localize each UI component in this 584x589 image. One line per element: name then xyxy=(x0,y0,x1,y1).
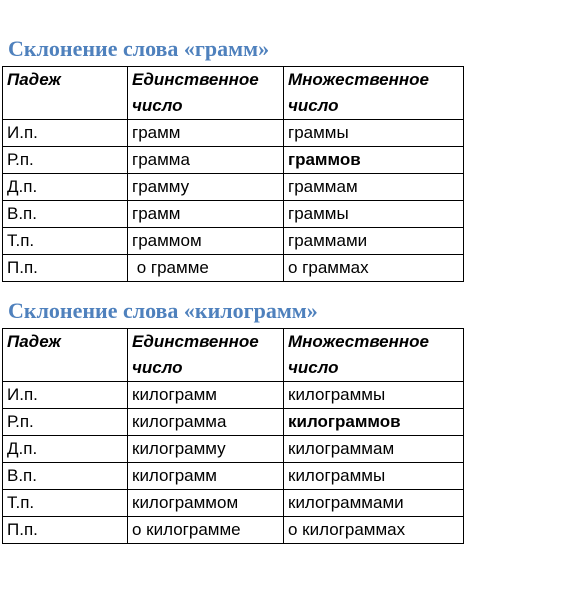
case-cell: Д.п. xyxy=(3,436,128,463)
table-row xyxy=(3,382,464,409)
table-row xyxy=(3,463,464,490)
singular-cell: килограмм xyxy=(128,382,284,409)
case-cell: Т.п. xyxy=(3,490,128,517)
table-row xyxy=(3,147,464,174)
table-row xyxy=(3,201,464,228)
header-plural: Множественное число xyxy=(284,67,464,120)
singular-cell: граммом xyxy=(128,228,284,255)
table-row xyxy=(3,436,464,463)
plural-cell: о килограммах xyxy=(284,517,464,544)
singular-cell: грамма xyxy=(128,147,284,174)
header-singular: Единственное число xyxy=(128,67,284,120)
plural-cell: граммам xyxy=(284,174,464,201)
table-row xyxy=(3,490,464,517)
table-row xyxy=(3,174,464,201)
plural-cell: килограммы xyxy=(284,382,464,409)
table-row xyxy=(3,120,464,147)
plural-cell: килограммы xyxy=(284,463,464,490)
kilogram-declension-table xyxy=(2,328,464,544)
header-case: Падеж xyxy=(3,67,128,120)
gram-declension-table xyxy=(2,66,464,282)
plural-cell: о граммах xyxy=(284,255,464,282)
plural-cell: килограммам xyxy=(284,436,464,463)
header-singular: Единственное число xyxy=(128,329,284,382)
singular-cell: о грамме xyxy=(128,255,284,282)
plural-cell: граммы xyxy=(284,201,464,228)
case-cell: Р.п. xyxy=(3,409,128,436)
singular-cell: грамму xyxy=(128,174,284,201)
header-case: Падеж xyxy=(3,329,128,382)
singular-cell: килограмм xyxy=(128,463,284,490)
kilogram-table-title: Склонение слова «килограмм» xyxy=(8,298,318,323)
singular-cell: грамм xyxy=(128,201,284,228)
case-cell: П.п. xyxy=(3,517,128,544)
plural-cell: граммами xyxy=(284,228,464,255)
case-cell: В.п. xyxy=(3,201,128,228)
singular-cell: грамм xyxy=(128,120,284,147)
case-cell: И.п. xyxy=(3,120,128,147)
table-row xyxy=(3,409,464,436)
table-row xyxy=(3,228,464,255)
case-cell: Т.п. xyxy=(3,228,128,255)
singular-cell: килограмму xyxy=(128,436,284,463)
singular-cell: о килограмме xyxy=(128,517,284,544)
table-header-row xyxy=(3,67,464,120)
singular-cell: килограммом xyxy=(128,490,284,517)
case-cell: И.п. xyxy=(3,382,128,409)
singular-cell: килограмма xyxy=(128,409,284,436)
case-cell: П.п. xyxy=(3,255,128,282)
plural-cell: килограммами xyxy=(284,490,464,517)
table-row xyxy=(3,255,464,282)
table-header-row xyxy=(3,329,464,382)
case-cell: Д.п. xyxy=(3,174,128,201)
table-row xyxy=(3,517,464,544)
plural-cell: граммов xyxy=(284,147,464,174)
plural-cell: граммы xyxy=(284,120,464,147)
header-plural: Множественное число xyxy=(284,329,464,382)
gram-table-title: Склонение слова «грамм» xyxy=(8,36,270,61)
case-cell: В.п. xyxy=(3,463,128,490)
case-cell: Р.п. xyxy=(3,147,128,174)
plural-cell: килограммов xyxy=(284,409,464,436)
